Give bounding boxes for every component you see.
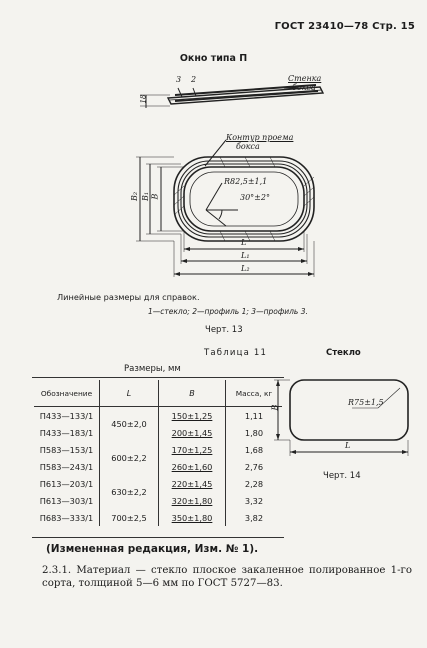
cell-code: П613—303/1 — [39, 495, 94, 506]
fig13-label-l: L — [241, 238, 247, 247]
fig13-label-h: 18 — [139, 94, 148, 104]
fig14-caption: Черт. 14 — [323, 471, 361, 481]
fig13-label-box: бокса — [292, 83, 316, 92]
col-header-l: L — [100, 380, 159, 407]
paragraph-2-3-1: 2.3.1. Материал — стекло плоское закаленное полированное 1-го сорта, толщиной 5—6 мм по ГОСТ 5727—83. — [42, 565, 412, 589]
fig13-label-angle: 30°±2° — [240, 193, 270, 202]
col-header-b: B — [159, 380, 226, 407]
cell-mass: 1,68 — [226, 441, 283, 458]
table-header-row — [34, 380, 282, 407]
fig13-label-b2: B₂ — [130, 191, 140, 202]
glass-title: Стекло — [326, 348, 361, 358]
cell-mass: 3,32 — [226, 492, 283, 509]
table-row — [34, 492, 282, 509]
cell-code: П683—333/1 — [39, 512, 94, 523]
cell-code: П583—153/1 — [39, 444, 94, 455]
cell-code: П583—243/1 — [39, 461, 94, 472]
cell-b: 220±1,45 — [159, 475, 226, 492]
cell-l: 450±2,0 — [100, 407, 159, 442]
cell-code: П613—203/1 — [39, 478, 94, 489]
table-row — [34, 441, 282, 458]
cell-b: 150±1,25 — [159, 407, 226, 425]
note-reference-dims: Линейные размеры для справок. — [57, 292, 200, 302]
cell-mass: 2,76 — [226, 458, 283, 475]
cell-b: 260±1,60 — [159, 458, 226, 475]
edition-note: (Измененная редакция, Изм. № 1). — [46, 543, 259, 555]
cell-l: 700±2,5 — [100, 509, 159, 526]
col-header-code: Обозначение — [34, 380, 100, 407]
fig13-label-l1: L₁ — [241, 251, 250, 260]
fig13-label-l2: L₂ — [241, 264, 250, 273]
section-title: Окно типа П — [179, 53, 248, 64]
page-header: ГОСТ 23410—78 Стр. 15 — [274, 21, 415, 32]
table-title: Таблица 11 — [204, 348, 268, 358]
cell-mass: 2,28 — [226, 475, 283, 492]
cell-code: П433—133/1 — [39, 410, 94, 421]
figure-14-drawing — [270, 372, 420, 464]
fig13-label-2: 2 — [191, 75, 197, 84]
fig13-label-b: B — [150, 193, 160, 200]
fig13-label-wall: Стенка — [288, 74, 322, 83]
table-row — [34, 458, 282, 475]
fig13-label-3: 3 — [176, 75, 182, 84]
table-row — [34, 424, 282, 441]
fig13-label-b1: B₁ — [141, 191, 151, 202]
fig14-label-r: R75±1,5 — [348, 398, 384, 407]
table-row — [34, 475, 282, 492]
cell-code: П433—183/1 — [39, 427, 94, 438]
fig13-legend: 1—стекло; 2—профиль 1; 3—профиль 3. — [148, 307, 308, 316]
dimensions-table — [34, 380, 282, 526]
fig13-label-contour: Контур проема — [226, 133, 294, 142]
fig13-caption: Черт. 13 — [205, 325, 243, 335]
cell-mass: 1,11 — [226, 407, 283, 425]
cell-l: 630±2,2 — [100, 475, 159, 509]
cell-b: 200±1,45 — [159, 424, 226, 441]
cell-b: 170±1,25 — [159, 441, 226, 458]
col-header-mass: Масса, кг — [226, 380, 283, 407]
fig13-label-radius: R82,5±1,1 — [224, 177, 268, 186]
cell-l: 600±2,2 — [100, 441, 159, 475]
fig14-label-l: L — [345, 441, 351, 450]
table-row — [34, 407, 282, 425]
table-row — [34, 509, 282, 526]
cell-mass: 3,82 — [226, 509, 283, 526]
table-subtitle: Размеры, мм — [124, 364, 181, 374]
fig13-label-contour2: бокса — [236, 142, 260, 151]
table-bottom-rule — [32, 537, 284, 538]
cell-b: 320±1,80 — [159, 492, 226, 509]
cell-mass: 1,80 — [226, 424, 283, 441]
cell-b: 350±1,80 — [159, 509, 226, 526]
fig14-label-b: B — [270, 404, 280, 411]
table-top-rule — [32, 377, 284, 378]
